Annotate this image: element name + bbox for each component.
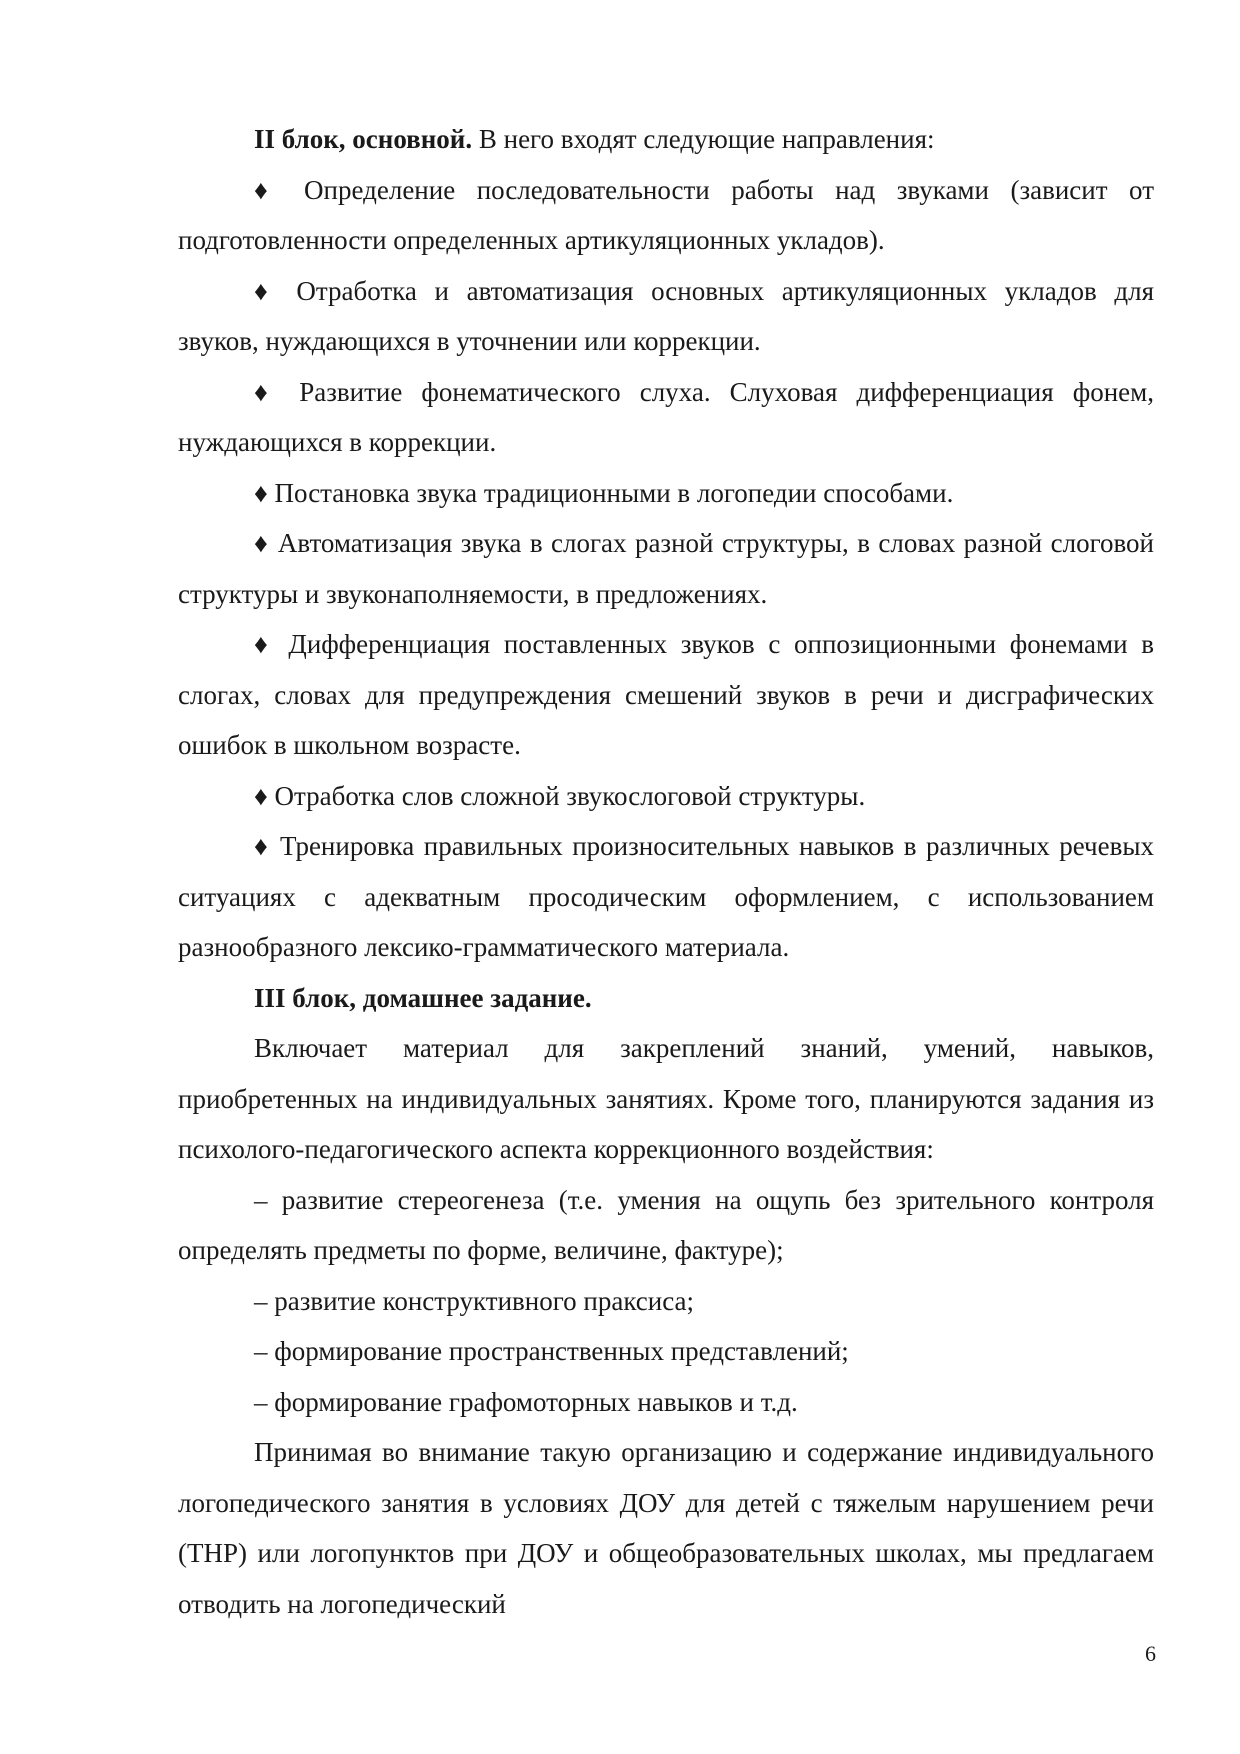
bullet-item: ♦ Автоматизация звука в слогах разной структуры, в словах разной слоговой структуры и звуконаполняемости, в предложениях.: [178, 528, 1154, 609]
block2-heading: II блок, основной.: [254, 124, 473, 154]
bullet-item: ♦ Определение последовательности работы над звуками (зависит от подготовленности определенных артикуляционных укладов).: [178, 174, 1154, 255]
bullet-item: ♦ Развитие фонематического слуха. Слуховая дифференциация фонем, нуждающихся в коррекции.: [178, 376, 1154, 457]
dash-item: – формирование пространственных представлений;: [254, 1336, 849, 1366]
dash-item: – формирование графомоторных навыков и т.д.: [254, 1386, 798, 1417]
document-body: [178, 114, 1154, 1629]
block2-paragraph: [178, 114, 1154, 165]
block3-intro: Включает материал для закреплений знаний, умений, навыков, приобретенных на индивидуальных занятиях. Кроме того, планируются задания из психолого-педагогического аспекта коррекционного воздействия:: [178, 1033, 1154, 1164]
closing-paragraph: Принимая во внимание такую организацию и содержание индивидуального логопедического занятия в условиях ДОУ для детей с тяжелым нарушением речи (ТНР) или логопунктов при ДОУ и общеобразовательных школах, мы предлагаем отводить на логопедический: [178, 1437, 1154, 1619]
page-number: 6: [1145, 1641, 1156, 1666]
block2-intro: В него входят следующие направления:: [472, 124, 935, 154]
bullet-item: ♦ Постановка звука традиционными в логопедии способами.: [254, 477, 954, 508]
block3-heading: III блок, домашнее задание.: [254, 982, 592, 1013]
bullet-item: ♦ Тренировка правильных произносительных навыков в различных речевых ситуациях с адекватным просодическим оформлением, с использованием разнообразного лексико-грамматического материала.: [178, 831, 1154, 962]
bullet-item: ♦ Отработка и автоматизация основных артикуляционных укладов для звуков, нуждающихся в уточнении или коррекции.: [178, 275, 1154, 356]
bullet-item: ♦ Отработка слов сложной звукослоговой структуры.: [254, 780, 866, 811]
dash-item: – развитие стереогенеза (т.е. умения на ощупь без зрительного контроля определять предметы по форме, величине, фактуре);: [178, 1184, 1154, 1265]
dash-item: – развитие конструктивного праксиса;: [254, 1285, 695, 1316]
bullet-item: ♦ Дифференциация поставленных звуков с оппозиционными фонемами в слогах, словах для предупреждения смешений звуков в речи и дисграфических ошибок в школьном возрасте.: [178, 629, 1154, 760]
